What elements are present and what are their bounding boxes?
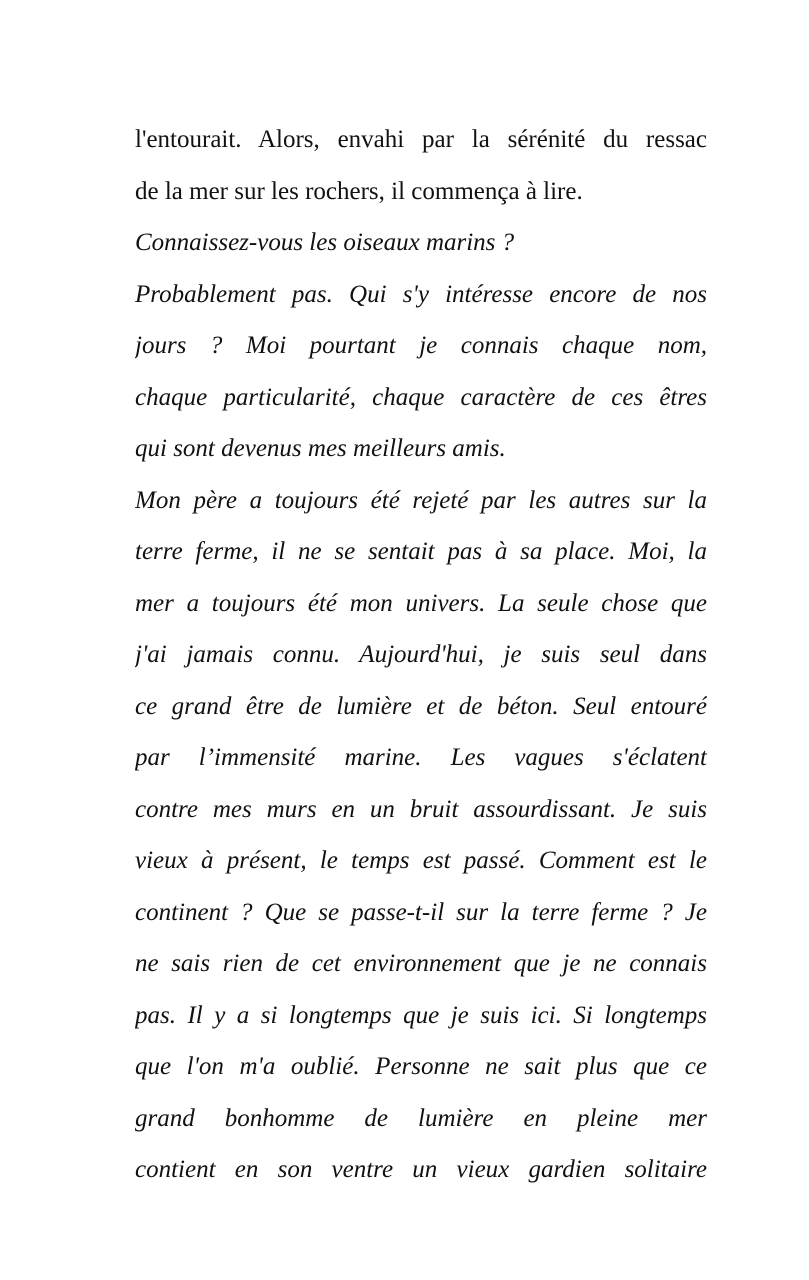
- text-line-14: contre mes murs en un bruit assourdissant. Je suis: [135, 795, 707, 823]
- page-text: [135, 114, 707, 1196]
- text-line-9: terre ferme, il ne se sentait pas à sa place. Moi, la: [135, 538, 707, 565]
- text-line-21: contient en son ventre un vieux gardien solitaire: [135, 1156, 707, 1183]
- text-line-5: jours ? Moi pourtant je connais chaque nom,: [135, 332, 707, 359]
- text-line-15: vieux à présent, le temps est passé. Comment est le: [135, 847, 707, 874]
- text-line-19: que l'on m'a oublié. Personne ne sait plus que ce: [135, 1053, 707, 1080]
- text-line-8: Mon père a toujours été rejeté par les autres sur la: [135, 486, 707, 514]
- text-line-4: Probablement pas. Qui s'y intéresse encore de nos: [135, 280, 707, 308]
- text-line-1: l'entourait. Alors, envahi par la sérénité du ressac: [135, 126, 707, 153]
- text-line-18: pas. Il y a si longtemps que je suis ici. Si longtemps: [135, 1001, 707, 1029]
- text-line-20: grand bonhomme de lumière en pleine mer: [135, 1104, 707, 1132]
- text-line-13: par l’immensité marine. Les vagues s'éclatent: [135, 744, 707, 771]
- text-line-12: ce grand être de lumière et de béton. Seul entouré: [135, 692, 707, 720]
- text-line-16: continent ? Que se passe-t-il sur la terre ferme ? Je: [135, 898, 707, 926]
- text-line-11: j'ai jamais connu. Aujourd'hui, je suis seul dans: [135, 641, 707, 668]
- text-line-2: de la mer sur les rochers, il commença à lire.: [135, 177, 583, 205]
- text-line-17: ne sais rien de cet environnement que je ne connais: [135, 950, 707, 977]
- text-line-3: Connaissez-vous les oiseaux marins ?: [135, 229, 515, 256]
- text-line-7: qui sont devenus mes meilleurs amis.: [135, 435, 506, 462]
- text-line-10: mer a toujours été mon univers. La seule chose que: [135, 589, 707, 617]
- text-line-6: chaque particularité, chaque caractère de ces êtres: [135, 383, 707, 411]
